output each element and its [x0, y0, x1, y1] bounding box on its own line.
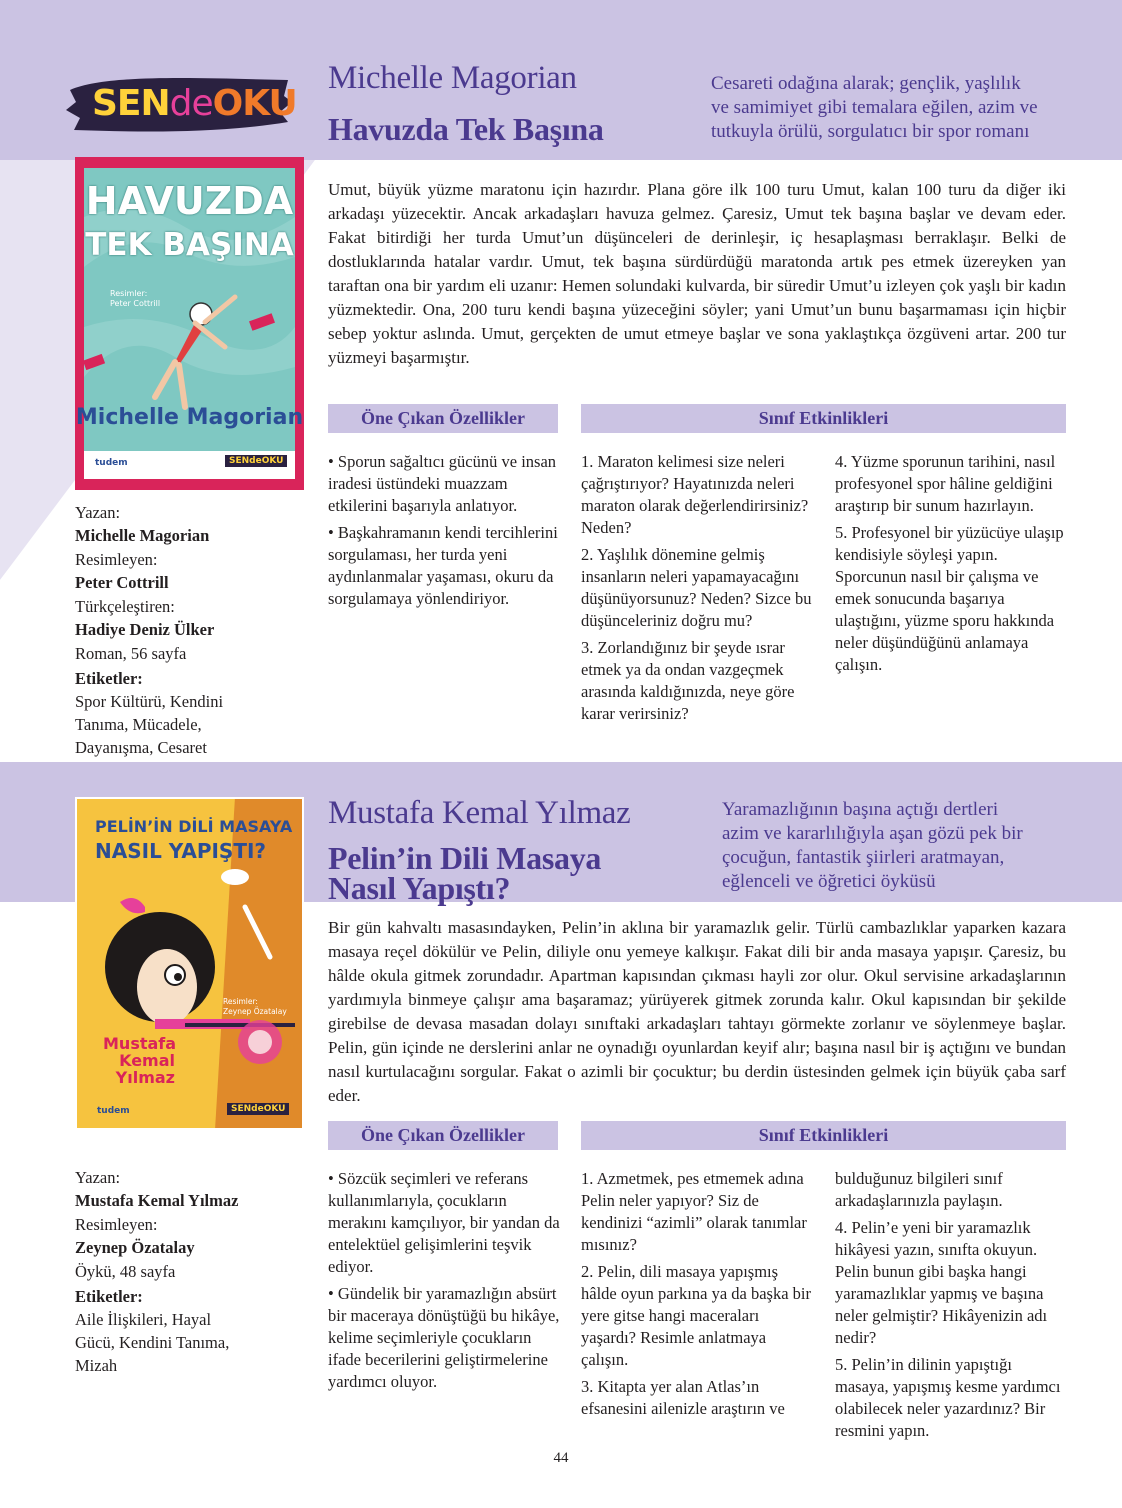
meta-illustrator-label: Resimleyen:	[75, 1215, 158, 1234]
book1-cover-title	[75, 179, 304, 267]
tagline-line: çocuğun, fantastik şiirleri aratmayan,	[722, 847, 1005, 868]
book2-meta	[75, 1166, 305, 1377]
cover-author-line: Yılmaz	[115, 1068, 175, 1087]
feature-item: • Başkahramanın kendi tercihlerini sorgulaması, her turda yeni aydınlanmalar yaşaması, okuru da sorgulamaya yönlendiriyor.	[328, 523, 558, 608]
cover-title-line: PELİN’İN DİLİ MASAYA	[95, 817, 293, 836]
meta-illustrator: Zeynep Özatalay	[75, 1238, 195, 1257]
page-number: 44	[553, 1450, 569, 1466]
book2-summary: Bir gün kahvaltı masasındayken, Pelin’in aklına bir yaramazlık gelir. Türlü cambazlıklar yaparken kazara masaya reçel dökülür ve Pelin, diliyle onu yemeye kalkışır. Fakat dili bir anda masaya yapışır. Çaresiz, bu hâlde okula gitmek zorundadır. Apartman kapısından çıkması hayli zor olur. Okul servisine arkadaşlarının yardımıyla binmeye çalışır ama başaramaz; yürüyerek gitmek zorunda kalır. Okul kapısından bir şekilde girebilse de devasa masadan dolayı sınıftaki arkadaşları tahtayı görmekte zorlanır ve söylenmeye başlar. Pelin, gün içinde ne derslerini anlar ne oynadığı oyunlardan keyif alır; başına nasıl bir iş açtığını ve bundan nasıl kurtulacağını sorgular. Fakat o azimli bir çocuktur; bu derdin üstesinden gelmek için büyük çaba sarf eder.	[328, 918, 1066, 1105]
logo-oku: OKU	[212, 83, 297, 124]
book1-activities-col2	[835, 451, 1067, 681]
cover-title-line: NASIL YAPIŞTI?	[95, 839, 267, 863]
cover-author-line: Mustafa	[103, 1034, 177, 1053]
tagline-line: Yaramazlığının başına açtığı dertleri	[722, 799, 999, 820]
book2-activities-header: Sınıf Etkinlikleri	[581, 1121, 1066, 1150]
feature-item: • Sporun sağaltıcı gücünü ve insan iradesi üstündeki muazzam etkilerini başarıyla anlatıyor.	[328, 452, 557, 515]
book2-cover-series: SENdeOKU	[227, 1103, 289, 1115]
title-line: Nasıl Yapıştı?	[328, 870, 511, 906]
book2-activities-col2	[835, 1168, 1067, 1447]
book1-author-heading: Michelle Magorian	[328, 60, 577, 96]
book1-cover-illustrator	[110, 289, 160, 309]
tagline-line: ve samimiyet gibi temalara eğilen, azim ve	[711, 97, 1038, 118]
book1-cover	[75, 157, 304, 490]
logo-sen: SEN	[92, 83, 170, 124]
book1-features-header: Öne Çıkan Özellikler	[328, 404, 558, 433]
book1-cover-author: Michelle Magorian	[75, 405, 304, 430]
cover-author-line: Kemal	[119, 1051, 175, 1070]
activity-item: 5. Pelin’in dilinin yapıştığı masaya, yapışmış kesme yardımcı olabilecek neler yazardınız? Bir resmini yapın.	[835, 1355, 1061, 1440]
book1-features	[328, 451, 558, 615]
book1-summary: Umut, büyük yüzme maratonu için hazırdır. Plana göre ilk 100 turu Umut, kalan 100 turu da diğer iki arkadaşı yüzecektir. Ancak arkadaşları havuza gelmez. Çaresiz, Umut tek başına başlar ve devam eder. Fakat bitirdiği her turda Umut’un düşünceleri de derinleşir, iç hesaplaşması berraklaşır. Belki de dostluklarında hatalar vardır. Umut, tek başına sürdürdüğü maratonda artık pes etmek üzereyken yan taraftan ona bir yardım eli uzanır: Hemen solundaki kulvarda, bir süredir Umut’u izleyen çok yaşlı bir kadın yüzmektedir. Ona, 200 turu kendi başına yüzeceğini söyler; yani Umut’un bunu başarmaması için hiçbir sebep yoktur aslında. Umut, gerçekten de umut etmeye başlar ve sona yaklaştıkça özgüveni artar. 200 tur yüzmeyi başarmıştır.	[328, 180, 1066, 367]
book2-title-heading	[328, 840, 602, 906]
book1-cover-series: SENdeOKU	[225, 455, 287, 467]
meta-tags: Spor Kültürü, Kendini Tanıma, Mücadele, Dayanışma, Cesaret	[75, 692, 224, 757]
sendeoku-logo	[92, 80, 297, 128]
activity-item: 2. Pelin, dili masaya yapışmış hâlde oyun parkına ya da başka bir yere gitse hangi maceraları yaşardı? Resimle anlatmaya çalışın.	[581, 1262, 812, 1369]
activity-item: 5. Profesyonel bir yüzücüye ulaşıp kendisiyle söyleşi yapın. Sporcunun nasıl bir çalışma ve emek sonucunda başarıya ulaştığını, yüzme sporu hakkında neler düşündüğünü anlamaya çalışın.	[835, 523, 1064, 674]
meta-translator-label: Türkçeleştiren:	[75, 597, 175, 616]
cover-illustrator-name: Zeynep Özatalay	[223, 1007, 287, 1016]
book2-cover-illustrator	[223, 997, 287, 1017]
cover-title-line: HAVUZDA	[85, 179, 294, 223]
book1-activities-header: Sınıf Etkinlikleri	[581, 404, 1066, 433]
logo-de: de	[169, 83, 213, 124]
meta-author: Michelle Magorian	[75, 526, 210, 545]
cover-illustrator-label: Resimler:	[110, 289, 148, 298]
meta-tags-label: Etiketler:	[75, 1287, 143, 1306]
tagline-line: azim ve kararlılığıyla aşan gözü pek bir	[722, 823, 1023, 844]
activity-item: 3. Kitapta yer alan Atlas’ın efsanesini ailenizle araştırın ve	[581, 1377, 785, 1418]
book1-activities-col1	[581, 451, 816, 730]
book1-cover-publisher: tudem	[95, 458, 128, 468]
meta-author-label: Yazan:	[75, 1168, 121, 1187]
book2-cover-publisher: tudem	[97, 1106, 130, 1116]
meta-translator: Hadiye Deniz Ülker	[75, 620, 215, 639]
meta-illustrator-label: Resimleyen:	[75, 550, 158, 569]
cover-illustrator-label: Resimler:	[223, 997, 258, 1006]
activity-item: bulduğunuz bilgileri sınıf arkadaşlarınızla paylaşın.	[835, 1169, 1003, 1210]
book2-author-heading: Mustafa Kemal Yılmaz	[328, 795, 631, 831]
book2-activities-col1	[581, 1168, 816, 1425]
book2-cover	[75, 797, 304, 1130]
book2-cover-title	[95, 815, 292, 863]
book2-cover-author	[103, 1035, 175, 1086]
meta-author: Mustafa Kemal Yılmaz	[75, 1191, 239, 1210]
activity-item: 1. Maraton kelimesi size neleri çağrıştırıyor? Hayatınızda neleri maraton olarak değerlendirirsiniz? Neden?	[581, 452, 809, 537]
meta-format: Roman, 56 sayfa	[75, 644, 187, 663]
activity-item: 4. Pelin’e yeni bir yaramazlık hikâyesi yazın, sınıfta okuyun. Pelin bunun gibi başka hangi yaramazlıklar yapmış ve başına neler gelmiştir? Hikâyenizin adı nedir?	[835, 1218, 1048, 1347]
book1-tagline	[711, 72, 1091, 144]
meta-tags-label: Etiketler:	[75, 669, 143, 688]
activity-item: 4. Yüzme sporunun tarihini, nasıl profesyonel spor hâline geldiğini araştırıp bir sunum hazırlayın.	[835, 452, 1056, 515]
activity-item: 3. Zorlandığınız bir şeyde ısrar etmek ya da ondan vazgeçmek arasında kaldığınızda, neye göre karar verirsiniz?	[581, 638, 795, 723]
activity-item: 1. Azmetmek, pes etmemek adına Pelin neler yapıyor? Siz de kendinizi “azimli” olarak tanımlar mısınız?	[581, 1169, 807, 1254]
activity-item: 2. Yaşlılık dönemine gelmiş insanların neleri yapamayacağını düşünüyorsunuz? Neden? Sizce bu düşünceleriniz doğru mu?	[581, 545, 812, 630]
book1-title-heading: Havuzda Tek Başına	[328, 111, 604, 147]
feature-item: • Gündelik bir yaramazlığın absürt bir maceraya dönüştüğü bu hikâye, kelime seçimleriyle çocukların ifade becerilerini geliştirmelerine yardımcı oluyor.	[328, 1284, 560, 1391]
book2-features	[328, 1168, 560, 1398]
title-line: Pelin’in Dili Masaya	[328, 840, 602, 876]
meta-author-label: Yazan:	[75, 503, 121, 522]
cover-title-line: TEK BAŞINA	[85, 227, 294, 263]
tagline-line: eğlenceli ve öğretici öyküsü	[722, 871, 936, 892]
cover-illustrator-name: Peter Cottrill	[110, 299, 161, 308]
book1-meta	[75, 501, 305, 759]
tagline-line: Cesareti odağına alarak; gençlik, yaşlılık	[711, 73, 1021, 94]
meta-tags: Aile İlişkileri, Hayal Gücü, Kendini Tanıma, Mizah	[75, 1310, 230, 1375]
feature-item: • Sözcük seçimleri ve referans kullanımlarıyla, çocukların merakını kamçılıyor, bir yandan da entelektüel gelişimlerini teşvik ediyor.	[328, 1169, 560, 1276]
book2-features-header: Öne Çıkan Özellikler	[328, 1121, 558, 1150]
tagline-line: tutkuyla örülü, sorgulatıcı bir spor romanı	[711, 121, 1030, 142]
book2-tagline	[722, 798, 1092, 894]
meta-illustrator: Peter Cottrill	[75, 573, 169, 592]
meta-format: Öykü, 48 sayfa	[75, 1262, 176, 1281]
